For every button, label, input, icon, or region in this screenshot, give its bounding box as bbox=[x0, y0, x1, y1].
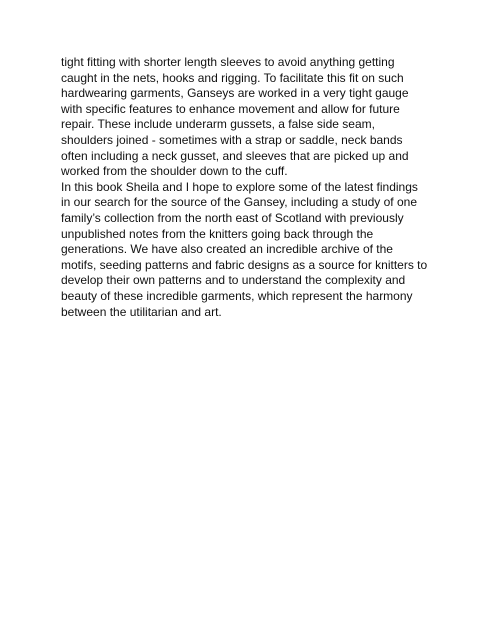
paragraph-gansey-construction bbox=[61, 55, 451, 180]
text-line: family’s collection from the north east of Scotland with previously bbox=[61, 210, 404, 225]
text-line: unpublished notes from the knitters going back through the bbox=[61, 226, 374, 241]
text-line: between the utilitarian and art. bbox=[61, 304, 222, 319]
text-line: shoulders joined - sometimes with a strap or saddle, neck bands bbox=[61, 132, 403, 147]
text-line: worked from the shoulder down to the cuff. bbox=[61, 164, 288, 179]
text-line: generations. We have also created an incredible archive of the bbox=[61, 242, 393, 257]
paragraph-book-intro bbox=[61, 180, 451, 320]
text-line: In this book Sheila and I hope to explore some of the latest findings bbox=[61, 179, 418, 194]
body-text bbox=[61, 55, 451, 320]
text-line: motifs, seeding patterns and fabric designs as a source for knitters to bbox=[61, 257, 428, 272]
text-line: develop their own patterns and to understand the complexity and bbox=[61, 273, 406, 288]
text-line: hardwearing garments, Ganseys are worked in a very tight gauge bbox=[61, 86, 409, 101]
text-line: beauty of these incredible garments, which represent the harmony bbox=[61, 288, 413, 303]
text-line: often including a neck gusset, and sleeves that are picked up and bbox=[61, 148, 409, 163]
text-line: with specific features to enhance movement and allow for future bbox=[61, 101, 400, 116]
text-line: caught in the nets, hooks and rigging. To facilitate this fit on such bbox=[61, 70, 404, 85]
text-line: repair. These include underarm gussets, a false side seam, bbox=[61, 117, 375, 132]
text-line: in our search for the source of the Gansey, including a study of one bbox=[61, 195, 417, 210]
text-line: tight fitting with shorter length sleeves to avoid anything getting bbox=[61, 55, 395, 69]
